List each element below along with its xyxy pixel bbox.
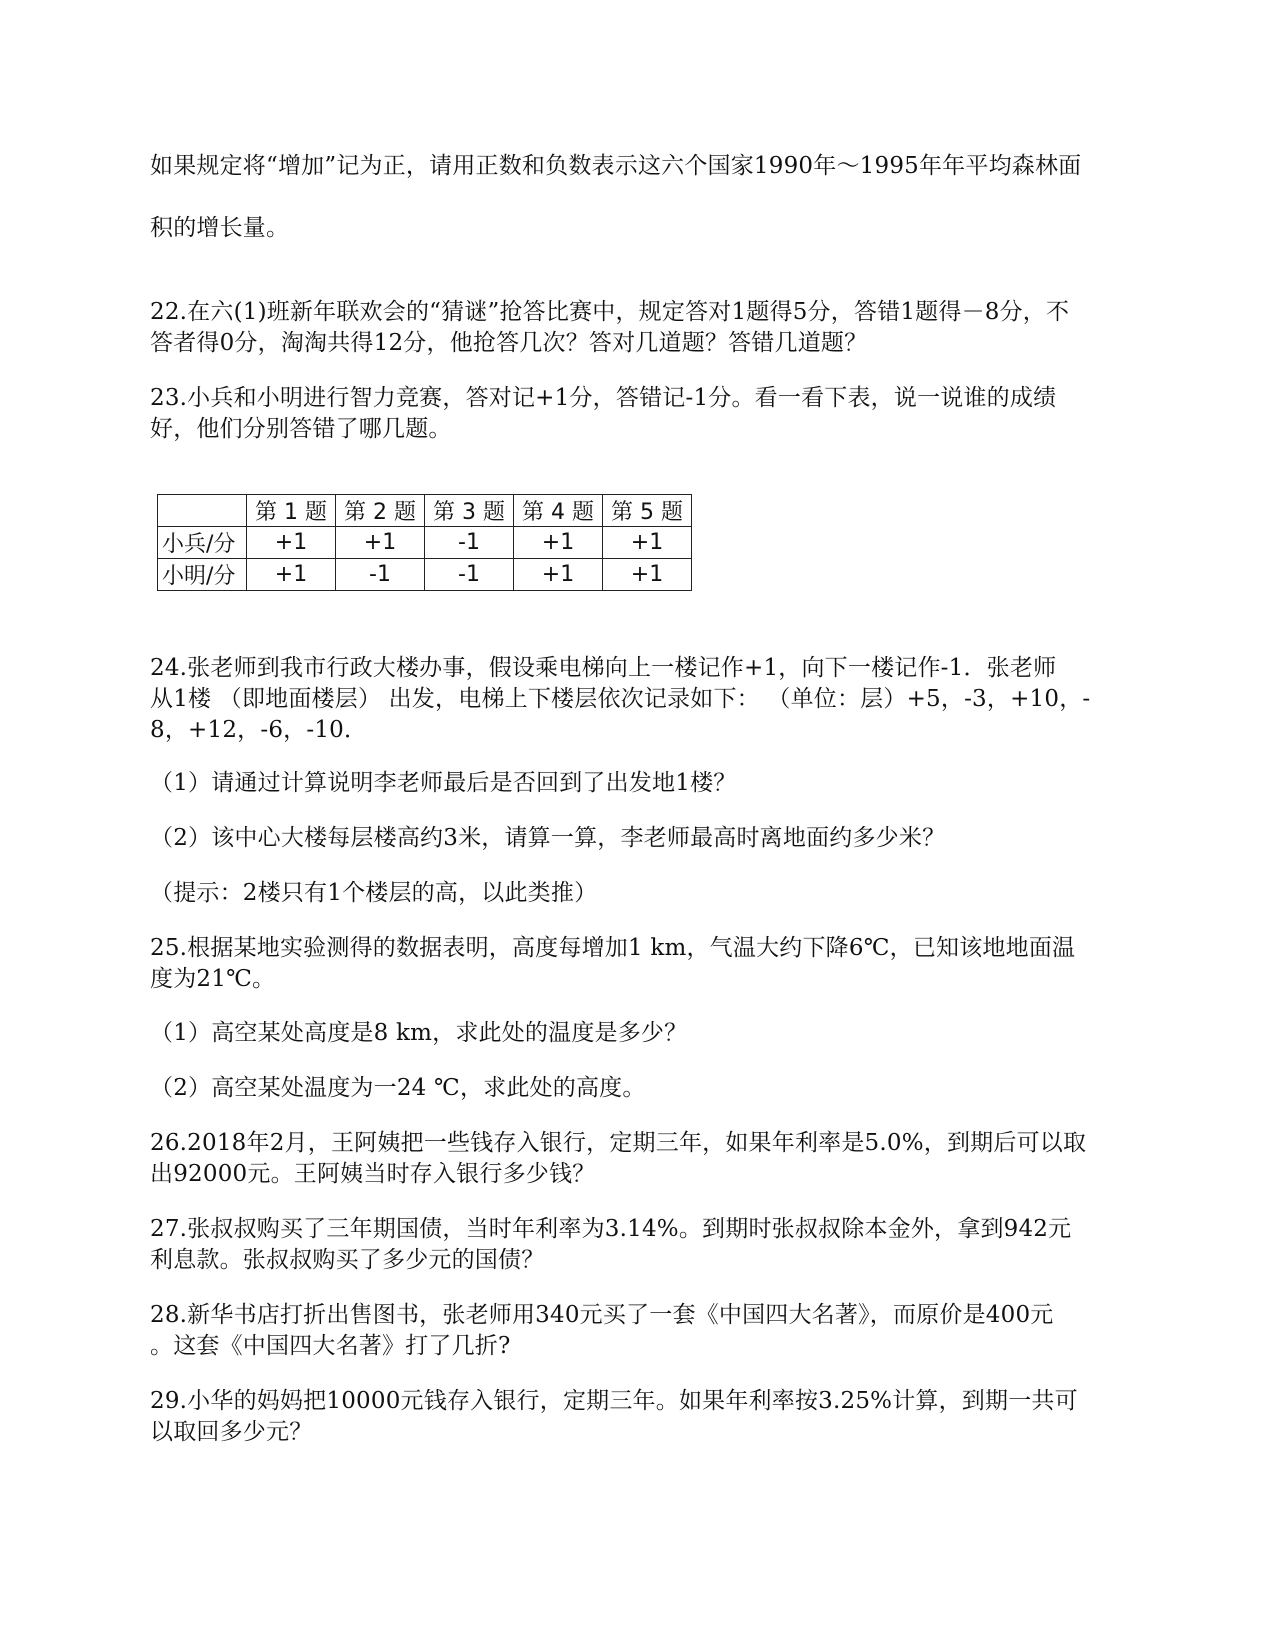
table-cell: -1 (425, 559, 514, 591)
table-cell: +1 (514, 559, 603, 591)
question-24-line-2: 从1楼 （即地面楼层） 出发，电梯上下楼层依次记录如下： （单位：层）+5，-3，+10，- (150, 686, 1091, 712)
question-29-line-2: 以取回多少元？ (150, 1419, 313, 1445)
question-26-line-1: 26.2018年2月，王阿姨把一些钱存入银行，定期三年，如果年利率是5.0%，到期后可以取 (150, 1130, 1087, 1156)
score-table (157, 494, 692, 591)
question-29-line-1: 29.小华的妈妈把10000元钱存入银行，定期三年。如果年利率按3.25%计算，到期一共可 (150, 1388, 1078, 1414)
question-25-sub-2: （2）高空某处温度为一24 ℃，求此处的高度。 (150, 1075, 646, 1101)
intro-line-2: 积的增长量。 (150, 215, 290, 241)
question-25-line-1: 25.根据某地实验测得的数据表明，高度每增加1 km，气温大约下降6℃，已知该地地面温 (150, 935, 1076, 961)
score-table-header: 第 3 题 (425, 495, 514, 527)
table-cell: +1 (603, 527, 692, 559)
table-cell: +1 (247, 527, 336, 559)
question-24-line-1: 24.张老师到我市行政大楼办事，假设乘电梯向上一楼记作+1，向下一楼记作-1．张老师 (150, 655, 1057, 681)
question-28-line-1: 28.新华书店打折出售图书，张老师用340元买了一套《中国四大名著》，而原价是400元 (150, 1302, 1054, 1328)
row-label: 小兵/分 (158, 527, 247, 559)
question-23-line-1: 23.小兵和小明进行智力竞赛，答对记+1分，答错记-1分。看一看下表，说一说谁的成绩 (150, 385, 1057, 411)
question-27-line-1: 27.张叔叔购买了三年期国债，当时年利率为3.14%。到期时张叔叔除本金外，拿到942元 (150, 1216, 1072, 1242)
question-25-sub-1: （1）高空某处高度是8 km，求此处的温度是多少？ (150, 1020, 688, 1046)
question-28-line-2: 。这套《中国四大名著》打了几折? (150, 1333, 511, 1359)
score-table-header: 第 1 题 (247, 495, 336, 527)
question-24-line-3: 8，+12，-6，-10． (150, 717, 368, 743)
score-table-header: 第 2 题 (336, 495, 425, 527)
question-22-line-1: 22.在六(1)班新年联欢会的“猜谜”抢答比赛中，规定答对1题得5分，答错1题得－8分，不 (150, 299, 1070, 325)
question-22-line-2: 答者得0分，淘淘共得12分，他抢答几次？答对几道题？答错几道题？ (150, 330, 868, 356)
score-table-header-row (158, 495, 692, 527)
row-label: 小明/分 (158, 559, 247, 591)
table-row (158, 559, 692, 591)
question-26-line-2: 出92000元。王阿姨当时存入银行多少钱？ (150, 1161, 596, 1187)
table-cell: +1 (603, 559, 692, 591)
question-25-line-2: 度为21℃。 (150, 966, 276, 992)
score-table-header: 第 5 题 (603, 495, 692, 527)
question-27-line-2: 利息款。张叔叔购买了多少元的国债？ (150, 1247, 545, 1273)
question-23-line-2: 好，他们分别答错了哪几题。 (150, 416, 452, 442)
table-cell: -1 (425, 527, 514, 559)
table-cell: +1 (247, 559, 336, 591)
question-24-hint: （提示：2楼只有1个楼层的高，以此类推） (150, 880, 598, 906)
score-table-header: 第 4 题 (514, 495, 603, 527)
intro-line-1: 如果规定将“增加”记为正，请用正数和负数表示这六个国家1990年～1995年年平均森林面 (150, 153, 1082, 179)
score-table-corner (158, 495, 247, 527)
table-cell: +1 (336, 527, 425, 559)
question-24-sub-1: （1）请通过计算说明李老师最后是否回到了出发地1楼？ (150, 770, 737, 796)
table-row (158, 527, 692, 559)
table-cell: +1 (514, 527, 603, 559)
question-24-sub-2: （2）该中心大楼每层楼高约3米，请算一算，李老师最高时离地面约多少米？ (150, 825, 946, 851)
table-cell: -1 (336, 559, 425, 591)
